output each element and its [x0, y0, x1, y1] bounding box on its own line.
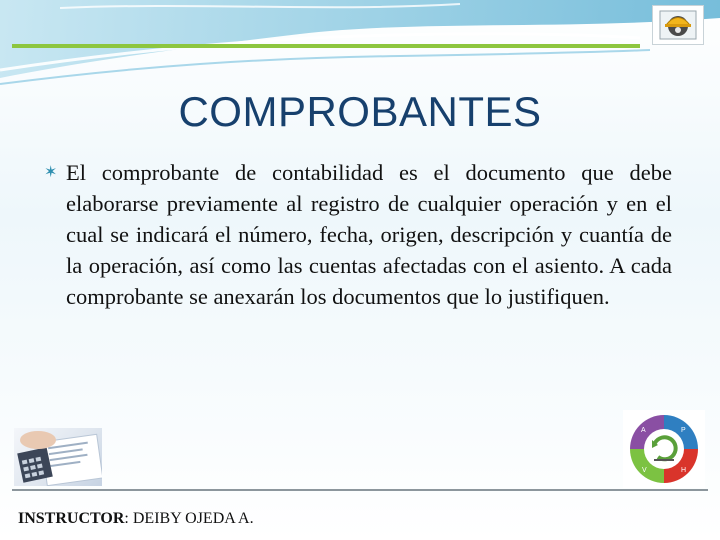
cycle-letter: V: [642, 467, 647, 474]
instructor-separator: :: [124, 510, 129, 527]
instructor-name: DEIBY OJEDA A.: [128, 510, 254, 527]
instructor-label: INSTRUCTOR: [18, 510, 125, 527]
phva-cycle-graphic: [623, 410, 705, 488]
hardhat-logo-icon: [657, 8, 699, 42]
header-decoration: [0, 0, 720, 92]
footer-divider: [12, 489, 708, 491]
cycle-letter: H: [681, 467, 687, 474]
logo: [652, 5, 704, 45]
body-paragraph: El comprobante de contabilidad es el documento que debe elaborarse previamente al registro de cualquier operación y en el cual se indicará el número, fecha, origen, descripción y cuantía de la operación, así como las cuentas afectadas con el asiento. A cada comprobante se anexarán los documentos que lo justifiquen.: [66, 160, 672, 309]
body-text-block: [44, 157, 672, 312]
bullet-icon: ✶: [44, 164, 58, 181]
slide-title: COMPROBANTES: [178, 88, 542, 135]
cycle-letter: A: [641, 427, 646, 434]
instructor-credit: [18, 510, 254, 528]
calculator-photo: [14, 428, 102, 486]
cycle-letter: P: [681, 427, 686, 434]
